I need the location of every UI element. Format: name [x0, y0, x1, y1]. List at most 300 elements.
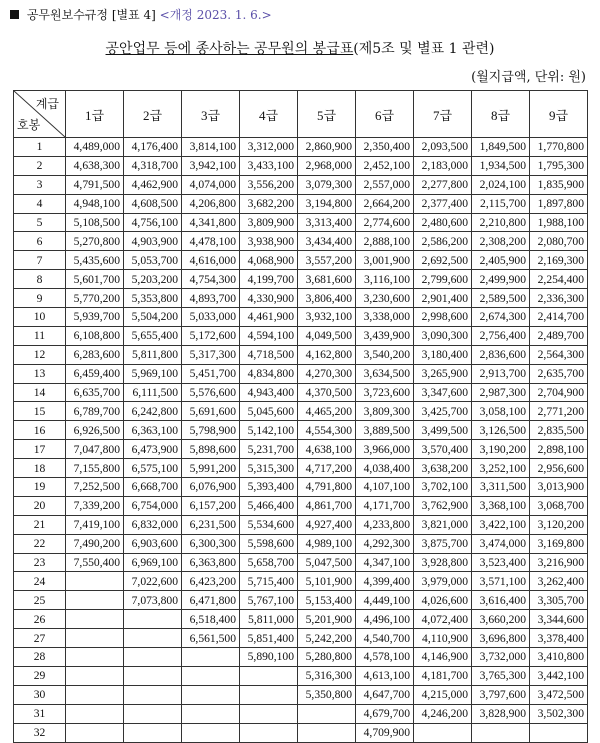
step-cell: 28 — [14, 648, 66, 667]
salary-cell: 4,215,000 — [414, 685, 472, 704]
salary-cell: 2,888,100 — [356, 232, 414, 251]
table-row — [14, 591, 588, 610]
step-cell: 3 — [14, 175, 66, 194]
table-row — [14, 364, 588, 383]
salary-cell: 5,601,700 — [66, 270, 124, 289]
salary-cell: 2,080,700 — [530, 232, 588, 251]
salary-cell: 3,540,200 — [356, 345, 414, 364]
salary-cell — [66, 629, 124, 648]
salary-cell: 6,832,000 — [124, 515, 182, 534]
salary-cell — [124, 704, 182, 723]
table-row — [14, 666, 588, 685]
salary-cell: 6,423,200 — [182, 572, 240, 591]
salary-cell: 3,442,100 — [530, 666, 588, 685]
table-row — [14, 496, 588, 515]
table-row — [14, 629, 588, 648]
salary-cell: 2,860,900 — [298, 138, 356, 157]
salary-cell — [66, 572, 124, 591]
salary-cell: 2,210,800 — [472, 213, 530, 232]
salary-cell — [298, 704, 356, 723]
page-title — [0, 38, 600, 58]
salary-cell: 5,435,600 — [66, 251, 124, 270]
salary-cell: 4,341,800 — [182, 213, 240, 232]
step-cell: 17 — [14, 440, 66, 459]
table-row — [14, 156, 588, 175]
salary-cell: 2,377,400 — [414, 194, 472, 213]
salary-cell: 4,647,700 — [356, 685, 414, 704]
salary-cell: 5,201,900 — [298, 610, 356, 629]
salary-cell: 3,557,200 — [298, 251, 356, 270]
salary-cell: 3,809,900 — [240, 213, 298, 232]
salary-cell: 5,655,400 — [124, 326, 182, 345]
salary-cell: 4,496,100 — [356, 610, 414, 629]
salary-cell: 2,277,800 — [414, 175, 472, 194]
salary-cell: 4,206,800 — [182, 194, 240, 213]
salary-cell — [66, 591, 124, 610]
salary-cell: 5,851,400 — [240, 629, 298, 648]
salary-cell: 4,072,400 — [414, 610, 472, 629]
salary-cell: 4,199,700 — [240, 270, 298, 289]
salary-cell — [66, 648, 124, 667]
salary-cell: 3,126,500 — [472, 421, 530, 440]
salary-cell — [66, 685, 124, 704]
salary-cell — [240, 685, 298, 704]
salary-cell: 2,480,600 — [414, 213, 472, 232]
salary-cell: 2,771,200 — [530, 402, 588, 421]
corner-header-cell — [14, 91, 66, 138]
salary-cell: 3,875,700 — [414, 534, 472, 553]
salary-cell: 3,502,300 — [530, 704, 588, 723]
salary-cell: 3,079,300 — [298, 175, 356, 194]
table-row — [14, 648, 588, 667]
step-cell: 27 — [14, 629, 66, 648]
title-main: 공안업무 등에 종사하는 공무원의 봉급표 — [105, 41, 354, 57]
salary-cell: 3,696,800 — [472, 629, 530, 648]
salary-cell: 3,194,800 — [298, 194, 356, 213]
table-row — [14, 704, 588, 723]
grade-header-cell: 5급 — [298, 91, 356, 138]
salary-cell: 3,338,000 — [356, 308, 414, 327]
table-row — [14, 232, 588, 251]
step-cell: 4 — [14, 194, 66, 213]
salary-cell: 2,115,700 — [472, 194, 530, 213]
salary-cell: 5,280,800 — [298, 648, 356, 667]
salary-cell: 4,679,700 — [356, 704, 414, 723]
salary-cell: 5,316,300 — [298, 666, 356, 685]
salary-cell: 3,762,900 — [414, 496, 472, 515]
salary-cell: 4,162,800 — [298, 345, 356, 364]
salary-cell: 4,181,700 — [414, 666, 472, 685]
salary-cell: 2,489,700 — [530, 326, 588, 345]
step-cell: 23 — [14, 553, 66, 572]
grade-header-cell: 1급 — [66, 91, 124, 138]
salary-cell: 5,393,400 — [240, 478, 298, 497]
salary-cell: 4,347,100 — [356, 553, 414, 572]
salary-cell: 3,928,800 — [414, 553, 472, 572]
table-body — [14, 138, 588, 743]
salary-cell: 4,754,300 — [182, 270, 240, 289]
table-row — [14, 345, 588, 364]
table-row — [14, 685, 588, 704]
salary-cell: 6,242,800 — [124, 402, 182, 421]
step-cell: 12 — [14, 345, 66, 364]
grade-header-cell: 9급 — [530, 91, 588, 138]
salary-cell: 3,474,000 — [472, 534, 530, 553]
salary-cell: 1,988,100 — [530, 213, 588, 232]
salary-cell: 6,473,900 — [124, 440, 182, 459]
salary-cell: 4,171,700 — [356, 496, 414, 515]
salary-cell: 5,811,000 — [240, 610, 298, 629]
step-cell: 31 — [14, 704, 66, 723]
salary-cell: 7,252,500 — [66, 478, 124, 497]
salary-cell — [124, 648, 182, 667]
salary-cell: 3,425,700 — [414, 402, 472, 421]
salary-cell — [182, 648, 240, 667]
table-row — [14, 326, 588, 345]
salary-cell: 2,968,000 — [298, 156, 356, 175]
step-cell: 26 — [14, 610, 66, 629]
table-header-row — [14, 91, 588, 138]
salary-cell: 5,969,100 — [124, 364, 182, 383]
salary-cell: 3,765,300 — [472, 666, 530, 685]
step-cell: 24 — [14, 572, 66, 591]
salary-cell: 4,462,900 — [124, 175, 182, 194]
salary-cell: 7,550,400 — [66, 553, 124, 572]
salary-cell: 6,561,500 — [182, 629, 240, 648]
salary-cell: 5,047,500 — [298, 553, 356, 572]
corner-step-label: 호봉 — [17, 118, 41, 132]
salary-cell: 6,111,500 — [124, 383, 182, 402]
regulation-name: 공무원보수규정 — [26, 8, 108, 22]
salary-cell: 5,033,000 — [182, 308, 240, 327]
step-cell: 29 — [14, 666, 66, 685]
salary-cell: 7,419,100 — [66, 515, 124, 534]
salary-cell: 5,890,100 — [240, 648, 298, 667]
step-cell: 8 — [14, 270, 66, 289]
salary-cell: 3,216,900 — [530, 553, 588, 572]
grade-header-cell: 3급 — [182, 91, 240, 138]
step-cell: 2 — [14, 156, 66, 175]
step-cell: 11 — [14, 326, 66, 345]
salary-cell: 4,554,300 — [298, 421, 356, 440]
salary-cell: 2,835,500 — [530, 421, 588, 440]
salary-cell: 4,049,500 — [298, 326, 356, 345]
table-row — [14, 270, 588, 289]
salary-cell: 3,821,000 — [414, 515, 472, 534]
salary-cell: 2,836,600 — [472, 345, 530, 364]
table-row — [14, 515, 588, 534]
salary-cell: 2,674,300 — [472, 308, 530, 327]
salary-cell: 4,943,400 — [240, 383, 298, 402]
grade-header-cell: 8급 — [472, 91, 530, 138]
salary-cell: 3,313,400 — [298, 213, 356, 232]
salary-cell: 2,564,300 — [530, 345, 588, 364]
salary-cell: 3,344,600 — [530, 610, 588, 629]
salary-cell: 5,053,700 — [124, 251, 182, 270]
salary-cell: 3,638,200 — [414, 459, 472, 478]
salary-cell: 4,927,400 — [298, 515, 356, 534]
salary-cell — [240, 704, 298, 723]
salary-cell: 4,613,100 — [356, 666, 414, 685]
salary-cell: 3,660,200 — [472, 610, 530, 629]
table-row — [14, 383, 588, 402]
grade-header-cell: 6급 — [356, 91, 414, 138]
salary-cell: 7,073,800 — [124, 591, 182, 610]
step-cell: 6 — [14, 232, 66, 251]
table-row — [14, 402, 588, 421]
salary-cell: 4,756,100 — [124, 213, 182, 232]
salary-cell: 3,809,300 — [356, 402, 414, 421]
salary-cell: 5,451,700 — [182, 364, 240, 383]
salary-cell: 3,434,400 — [298, 232, 356, 251]
salary-cell: 5,315,300 — [240, 459, 298, 478]
salary-cell: 3,723,600 — [356, 383, 414, 402]
table-row — [14, 175, 588, 194]
step-cell: 21 — [14, 515, 66, 534]
salary-cell: 2,913,700 — [472, 364, 530, 383]
salary-cell: 4,038,400 — [356, 459, 414, 478]
salary-cell: 4,717,200 — [298, 459, 356, 478]
step-cell: 30 — [14, 685, 66, 704]
grade-header-cell: 2급 — [124, 91, 182, 138]
salary-cell: 3,702,100 — [414, 478, 472, 497]
salary-cell: 3,116,100 — [356, 270, 414, 289]
salary-cell: 2,774,600 — [356, 213, 414, 232]
salary-cell: 3,523,400 — [472, 553, 530, 572]
table-reference: [별표 4] — [111, 8, 156, 22]
salary-cell: 6,363,800 — [182, 553, 240, 572]
step-cell: 7 — [14, 251, 66, 270]
salary-cell: 3,499,500 — [414, 421, 472, 440]
salary-cell: 4,465,200 — [298, 402, 356, 421]
salary-cell: 3,068,700 — [530, 496, 588, 515]
salary-cell — [182, 666, 240, 685]
salary-cell: 4,578,100 — [356, 648, 414, 667]
salary-cell: 5,242,200 — [298, 629, 356, 648]
salary-cell: 4,616,000 — [182, 251, 240, 270]
step-cell: 16 — [14, 421, 66, 440]
salary-cell: 6,969,100 — [124, 553, 182, 572]
salary-cell: 5,153,400 — [298, 591, 356, 610]
salary-cell: 3,439,900 — [356, 326, 414, 345]
salary-cell: 4,110,900 — [414, 629, 472, 648]
salary-cell: 5,767,100 — [240, 591, 298, 610]
salary-cell: 5,203,200 — [124, 270, 182, 289]
salary-cell: 6,283,600 — [66, 345, 124, 364]
salary-cell: 2,756,400 — [472, 326, 530, 345]
salary-cell: 3,570,400 — [414, 440, 472, 459]
salary-cell: 3,797,600 — [472, 685, 530, 704]
salary-cell: 3,472,500 — [530, 685, 588, 704]
salary-cell: 4,489,000 — [66, 138, 124, 157]
salary-cell: 4,068,900 — [240, 251, 298, 270]
salary-cell: 4,461,900 — [240, 308, 298, 327]
salary-cell: 2,336,300 — [530, 289, 588, 308]
salary-cell: 6,108,800 — [66, 326, 124, 345]
salary-cell: 7,339,200 — [66, 496, 124, 515]
salary-cell: 3,806,400 — [298, 289, 356, 308]
salary-cell: 3,616,400 — [472, 591, 530, 610]
table-row — [14, 572, 588, 591]
salary-cell: 3,979,000 — [414, 572, 472, 591]
corner-grade-label: 계급 — [35, 97, 59, 111]
salary-cell: 3,889,500 — [356, 421, 414, 440]
salary-cell: 2,635,700 — [530, 364, 588, 383]
salary-cell: 5,939,700 — [66, 308, 124, 327]
salary-cell: 2,998,600 — [414, 308, 472, 327]
grade-header-cell: 4급 — [240, 91, 298, 138]
salary-cell: 4,318,700 — [124, 156, 182, 175]
salary-cell: 4,074,000 — [182, 175, 240, 194]
salary-cell: 2,692,500 — [414, 251, 472, 270]
salary-cell: 6,300,300 — [182, 534, 240, 553]
salary-cell: 4,948,100 — [66, 194, 124, 213]
salary-cell: 7,047,800 — [66, 440, 124, 459]
salary-cell: 2,024,100 — [472, 175, 530, 194]
salary-cell: 5,991,200 — [182, 459, 240, 478]
salary-cell: 4,893,700 — [182, 289, 240, 308]
salary-cell: 2,414,700 — [530, 308, 588, 327]
step-cell: 1 — [14, 138, 66, 157]
salary-cell: 4,270,300 — [298, 364, 356, 383]
salary-cell: 5,770,200 — [66, 289, 124, 308]
salary-cell: 3,305,700 — [530, 591, 588, 610]
salary-cell: 5,576,600 — [182, 383, 240, 402]
salary-cell: 4,638,300 — [66, 156, 124, 175]
salary-cell: 5,142,100 — [240, 421, 298, 440]
salary-cell: 3,556,200 — [240, 175, 298, 194]
table-row — [14, 289, 588, 308]
salary-cell: 6,754,000 — [124, 496, 182, 515]
salary-cell: 5,101,900 — [298, 572, 356, 591]
step-cell: 9 — [14, 289, 66, 308]
salary-cell: 5,466,400 — [240, 496, 298, 515]
salary-cell: 4,107,100 — [356, 478, 414, 497]
salary-cell: 3,312,000 — [240, 138, 298, 157]
step-cell: 32 — [14, 723, 66, 742]
salary-cell: 5,231,700 — [240, 440, 298, 459]
salary-cell: 4,861,700 — [298, 496, 356, 515]
salary-cell: 4,292,300 — [356, 534, 414, 553]
table-row — [14, 459, 588, 478]
salary-cell: 5,798,900 — [182, 421, 240, 440]
salary-cell: 4,709,900 — [356, 723, 414, 742]
salary-cell: 2,405,900 — [472, 251, 530, 270]
salary-cell: 2,898,100 — [530, 440, 588, 459]
table-row — [14, 213, 588, 232]
salary-cell: 6,459,400 — [66, 364, 124, 383]
salary-cell: 4,540,700 — [356, 629, 414, 648]
salary-cell: 5,108,500 — [66, 213, 124, 232]
salary-cell: 5,353,800 — [124, 289, 182, 308]
salary-cell: 3,966,000 — [356, 440, 414, 459]
step-cell: 22 — [14, 534, 66, 553]
step-cell: 10 — [14, 308, 66, 327]
salary-cell: 4,834,800 — [240, 364, 298, 383]
salary-cell: 3,681,600 — [298, 270, 356, 289]
salary-cell: 3,058,100 — [472, 402, 530, 421]
salary-cell: 3,090,300 — [414, 326, 472, 345]
salary-cell: 3,311,500 — [472, 478, 530, 497]
salary-cell — [182, 704, 240, 723]
salary-cell: 2,557,000 — [356, 175, 414, 194]
salary-table — [13, 90, 588, 743]
step-cell: 13 — [14, 364, 66, 383]
salary-cell: 5,270,800 — [66, 232, 124, 251]
salary-cell: 1,770,800 — [530, 138, 588, 157]
salary-cell: 2,308,200 — [472, 232, 530, 251]
table-row — [14, 138, 588, 157]
salary-cell: 4,718,500 — [240, 345, 298, 364]
salary-cell: 4,989,100 — [298, 534, 356, 553]
salary-cell: 6,926,500 — [66, 421, 124, 440]
salary-cell: 6,789,700 — [66, 402, 124, 421]
table-row — [14, 251, 588, 270]
salary-cell: 3,410,800 — [530, 648, 588, 667]
table-row — [14, 610, 588, 629]
table-row — [14, 194, 588, 213]
salary-cell: 4,399,400 — [356, 572, 414, 591]
salary-cell: 3,120,200 — [530, 515, 588, 534]
salary-cell: 3,932,100 — [298, 308, 356, 327]
step-cell: 20 — [14, 496, 66, 515]
salary-cell: 3,433,100 — [240, 156, 298, 175]
salary-cell: 6,518,400 — [182, 610, 240, 629]
salary-cell: 3,001,900 — [356, 251, 414, 270]
salary-cell: 3,265,900 — [414, 364, 472, 383]
salary-cell: 5,811,800 — [124, 345, 182, 364]
salary-cell: 6,231,500 — [182, 515, 240, 534]
salary-cell: 4,370,500 — [298, 383, 356, 402]
salary-cell: 1,934,500 — [472, 156, 530, 175]
salary-cell: 2,704,900 — [530, 383, 588, 402]
salary-cell: 3,378,400 — [530, 629, 588, 648]
salary-cell — [124, 610, 182, 629]
salary-cell — [66, 666, 124, 685]
table-row — [14, 478, 588, 497]
salary-cell: 2,350,400 — [356, 138, 414, 157]
salary-cell: 3,682,200 — [240, 194, 298, 213]
salary-cell — [66, 704, 124, 723]
table-row — [14, 440, 588, 459]
salary-cell: 2,499,900 — [472, 270, 530, 289]
salary-cell: 4,608,500 — [124, 194, 182, 213]
salary-cell: 3,368,100 — [472, 496, 530, 515]
salary-cell: 4,233,800 — [356, 515, 414, 534]
salary-cell: 7,022,600 — [124, 572, 182, 591]
salary-cell — [66, 610, 124, 629]
salary-cell: 4,449,100 — [356, 591, 414, 610]
salary-cell: 5,898,600 — [182, 440, 240, 459]
document-header — [10, 6, 272, 23]
salary-cell: 5,350,800 — [298, 685, 356, 704]
salary-cell: 3,252,100 — [472, 459, 530, 478]
salary-cell: 4,791,500 — [66, 175, 124, 194]
salary-cell: 3,571,100 — [472, 572, 530, 591]
salary-cell — [240, 666, 298, 685]
title-suffix: (제5조 및 별표 1 관련) — [353, 41, 495, 57]
salary-cell: 3,814,100 — [182, 138, 240, 157]
salary-cell: 7,155,800 — [66, 459, 124, 478]
table-row — [14, 308, 588, 327]
salary-cell: 4,246,200 — [414, 704, 472, 723]
salary-cell: 6,668,700 — [124, 478, 182, 497]
salary-cell: 5,172,600 — [182, 326, 240, 345]
salary-cell: 3,180,400 — [414, 345, 472, 364]
amendment-note[interactable]: <개정 2023. 1. 6.> — [159, 8, 272, 22]
step-cell: 15 — [14, 402, 66, 421]
salary-cell: 5,317,300 — [182, 345, 240, 364]
